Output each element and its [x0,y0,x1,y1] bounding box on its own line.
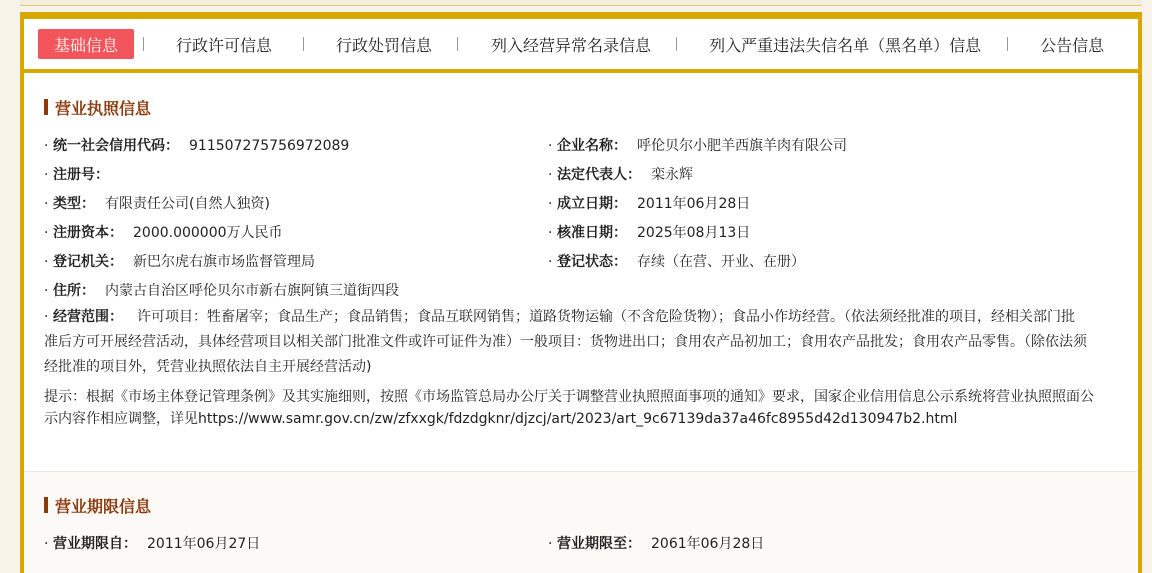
term-to-value: 2061年06月28日 [651,536,765,552]
company-name-value: 呼伦贝尔小肥羊西旗羊肉有限公司 [637,138,847,154]
field-type: · 类型： 有限责任公司(自然人独资) [44,196,270,212]
field-address: · 住所： 内蒙古自治区呼伦贝尔市新右旗阿镇三道街四段 [44,283,399,299]
field-term-from: · 营业期限自： 2011年06月27日 [44,536,261,552]
bullet: · [44,536,49,552]
bullet: · [548,196,553,212]
tab-divider [143,37,144,51]
founded-value: 2011年06月28日 [637,196,751,212]
status-value: 存续（在营、开业、在册） [637,254,805,270]
tab-admin-license[interactable]: 行政许可信息 [176,35,273,55]
field-status: · 登记状态： 存续（在营、开业、在册） [548,254,805,270]
scope-text-3: 经批准的项目外，凭营业执照依法自主开展经营活动) [44,359,372,375]
tab-bar [24,19,1138,73]
bullet: · [548,536,553,552]
tab-basic-info[interactable]: 基础信息 [38,29,134,59]
tab-announcements[interactable]: 公告信息 [1040,35,1105,55]
scope-line-1 [44,305,1104,330]
tab-divider [676,37,677,51]
bullet: · [44,138,49,154]
tab-admin-penalty[interactable]: 行政处罚信息 [336,35,433,55]
field-credit-code: · 统一社会信用代码： 911507275756972089 [44,138,350,154]
section-title-license [44,95,1118,119]
capital-value: 2000.000000万人民币 [133,225,283,241]
approved-value: 2025年08月13日 [637,225,751,241]
section-title-term [44,493,151,517]
field-reg-no: · 注册号： [44,167,109,183]
field-term-to: · 营业期限至： 2061年06月28日 [548,536,765,552]
field-legal-rep: · 法定代表人： 栾永辉 [548,167,693,183]
bullet: · [44,283,49,299]
content-frame [20,12,1142,573]
legal-rep-value: 栾永辉 [651,167,693,183]
section-title-text: 营业期限信息 [55,496,152,516]
tab-blacklist[interactable]: 列入严重违法失信名单（黑名单）信息 [709,35,982,55]
top-strip [20,0,1142,6]
bullet: · [44,196,49,212]
scope-label: 经营范围： [53,309,123,325]
address-value: 内蒙古自治区呼伦贝尔市新右旗阿镇三道街四段 [105,283,399,299]
notice-line-1: 提示：根据《市场主体登记管理条例》及其实施细则，按照《市场监管总局办公厅关于调整营业执照照面事项的通知》要求，国家企业信用信息公示系统将营业执照照面公 [44,389,1094,405]
type-value: 有限责任公司(自然人独资) [105,196,270,212]
tab-divider [303,37,304,51]
authority-value: 新巴尔虎右旗市场监督管理局 [133,254,315,270]
term-section [24,471,1138,573]
bullet: · [44,309,49,325]
field-founded: · 成立日期： 2011年06月28日 [548,196,751,212]
title-marker [44,99,48,115]
content-panel [24,19,1138,573]
field-capital: · 注册资本： 2000.000000万人民币 [44,225,283,241]
license-section [24,95,1138,119]
field-company-name: · 企业名称： 呼伦贝尔小肥羊西旗羊肉有限公司 [548,138,847,154]
bullet: · [548,167,553,183]
notice-line-2: 示内容作相应调整，详见https://www.samr.gov.cn/zw/zfxxgk/fdzdgknr/djzcj/art/2023/art_9c67139da37a46fc8955d42d130947b2.html [44,411,958,427]
bullet: · [548,138,553,154]
bullet: · [44,167,49,183]
scope-text-2: 准后方可开展经营活动，具体经营项目以相关部门批准文件或许可证件为准）一般项目：货物进出口；食用农产品初加工；食用农产品批发；食用农产品零售。（除依法须 [44,334,1087,350]
credit-code-value: 911507275756972089 [189,138,350,154]
tab-divider [457,37,458,51]
tab-divider [1007,37,1008,51]
field-authority: · 登记机关： 新巴尔虎右旗市场监督管理局 [44,254,315,270]
business-scope [44,305,1104,380]
field-approved: · 核准日期： 2025年08月13日 [548,225,751,241]
bullet: · [548,225,553,241]
term-from-value: 2011年06月27日 [147,536,261,552]
section-title-text: 营业执照信息 [55,98,152,118]
tab-abnormal-list[interactable]: 列入经营异常名录信息 [491,35,652,55]
scope-text-1: 许可项目：牲畜屠宰；食品生产；食品销售；食品互联网销售；道路货物运输（不含危险货物）；食品小作坊经营。（依法须经批准的项目，经相关部门批 [137,309,1075,325]
bullet: · [548,254,553,270]
bullet: · [44,225,49,241]
notice [44,386,1104,430]
title-marker [44,497,48,513]
bullet: · [44,254,49,270]
